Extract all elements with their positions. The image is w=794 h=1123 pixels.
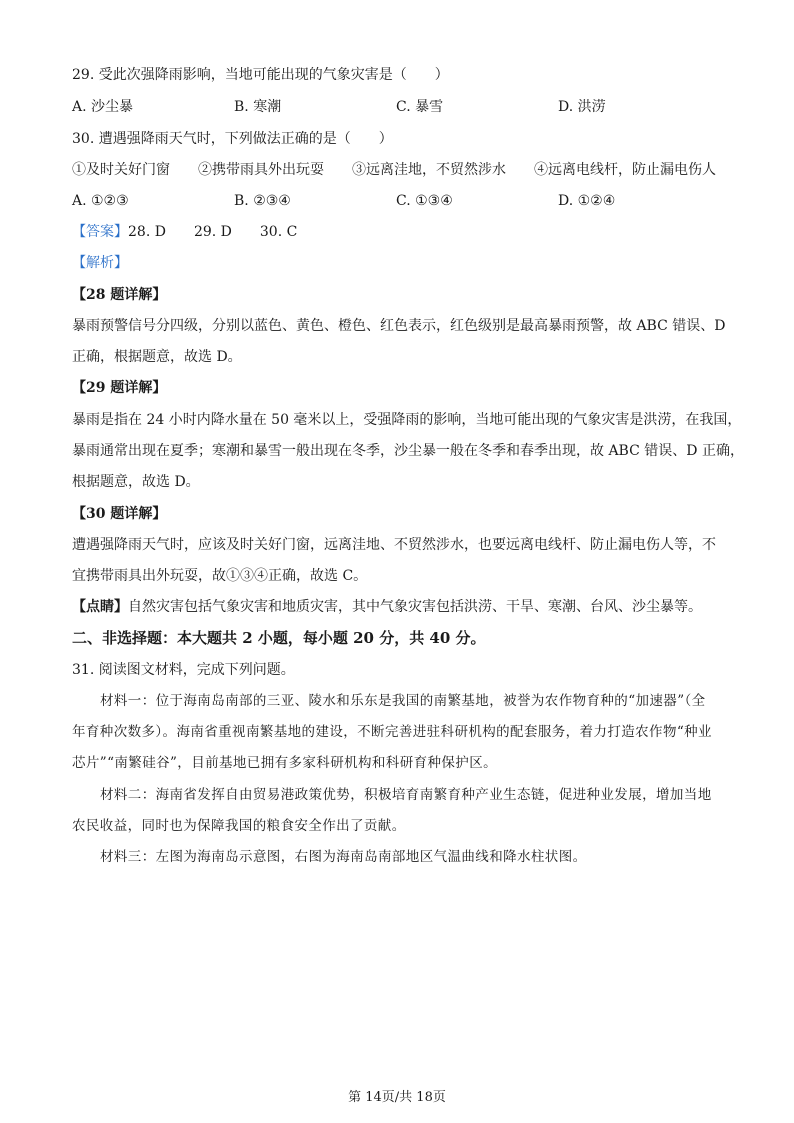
tip-line (72, 597, 702, 617)
q31-material1-line2: 年育种次数多）。海南省重视南繁基地的建设，不断完善进驻科研机构的配套服务，着力打造农作物“种业 (72, 724, 712, 740)
page-footer: 第 14页/共 18页 (348, 1090, 446, 1105)
q30-stem: 30. 遭遇强降雨天气时，下列做法正确的是（ ） (72, 131, 393, 147)
q29-option-d: D. 洪涝 (558, 99, 606, 115)
q29-stem: 29. 受此次强降雨影响，当地可能出现的气象灾害是（ ） (72, 67, 449, 83)
detail28-line1: 暴雨预警信号分四级，分别以蓝色、黄色、橙色、红色表示，红色级别是最高暴雨预警，故 ABC 错误、D (72, 318, 726, 334)
detail28-line2: 正确，根据题意，故选 D。 (72, 349, 242, 365)
analysis-tag: 【解析】 (72, 255, 128, 271)
section2-title: 二、非选择题：本大题共 2 小题，每小题 20 分，共 40 分。 (72, 629, 486, 647)
q30-option-d: D. ①②④ (558, 193, 616, 209)
detail28-title: 【28 题详解】 (72, 287, 167, 303)
q31-material2-line2: 农民收益，同时也为保障我国的粮食安全作出了贡献。 (72, 818, 406, 834)
detail30-title: 【30 题详解】 (72, 506, 167, 522)
q29-option-a: A. 沙尘暴 (72, 99, 134, 115)
q31-stem: 31. 阅读图文材料，完成下列问题。 (72, 662, 295, 678)
detail30-line1: 遭遇强降雨天气时，应该及时关好门窗，远离洼地、不贸然涉水，也要远离电线杆、防止漏电伤人等，不 (72, 537, 716, 553)
detail30-line2: 宜携带雨具出外玩耍，故①③④正确，故选 C。 (72, 568, 368, 584)
answer-line (72, 222, 297, 242)
q30-items: ①及时关好门窗 ②携带雨具外出玩耍 ③远离洼地，不贸然涉水 ④远离电线杆，防止漏电伤人 (72, 162, 716, 178)
detail29-title: 【29 题详解】 (72, 380, 167, 396)
detail29-line3: 根据题意，故选 D。 (72, 474, 200, 490)
q31-material1-line3: 芯片”“南繁硅谷”，目前基地已拥有多家科研机构和科研育种保护区。 (72, 755, 498, 771)
q31-material1-line1: 材料一：位于海南岛南部的三亚、陵水和乐东是我国的南繁基地，被誉为农作物育种的“加速器”（全 (100, 693, 706, 709)
q29-option-c: C. 暴雪 (396, 99, 444, 115)
q29-option-b: B. 寒潮 (234, 99, 282, 115)
q30-option-b: B. ②③④ (234, 193, 291, 209)
detail29-line1: 暴雨是指在 24 小时内降水量在 50 毫米以上，受强降雨的影响，当地可能出现的气象灾害是洪涝，在我国， (72, 412, 742, 428)
detail29-line2: 暴雨通常出现在夏季；寒潮和暴雪一般出现在冬季，沙尘暴一般在冬季和春季出现，故 ABC 错误、D 正确， (72, 443, 744, 459)
q30-option-c: C. ①③④ (396, 193, 453, 209)
q30-option-a: A. ①②③ (72, 193, 129, 209)
q31-material2-line1: 材料二：海南省发挥自由贸易港政策优势，积极培育南繁育种产业生态链，促进种业发展，增加当地 (100, 787, 712, 803)
tip-tag: 【点睛】 (72, 599, 128, 615)
q31-material3-line1: 材料三：左图为海南岛示意图，右图为海南岛南部地区气温曲线和降水柱状图。 (100, 849, 587, 865)
answer-text: 28. D 29. D 30. C (128, 224, 298, 240)
answer-tag: 【答案】 (72, 224, 128, 240)
tip-text: 自然灾害包括气象灾害和地质灾害，其中气象灾害包括洪涝、干旱、寒潮、台风、沙尘暴等。 (128, 599, 702, 615)
